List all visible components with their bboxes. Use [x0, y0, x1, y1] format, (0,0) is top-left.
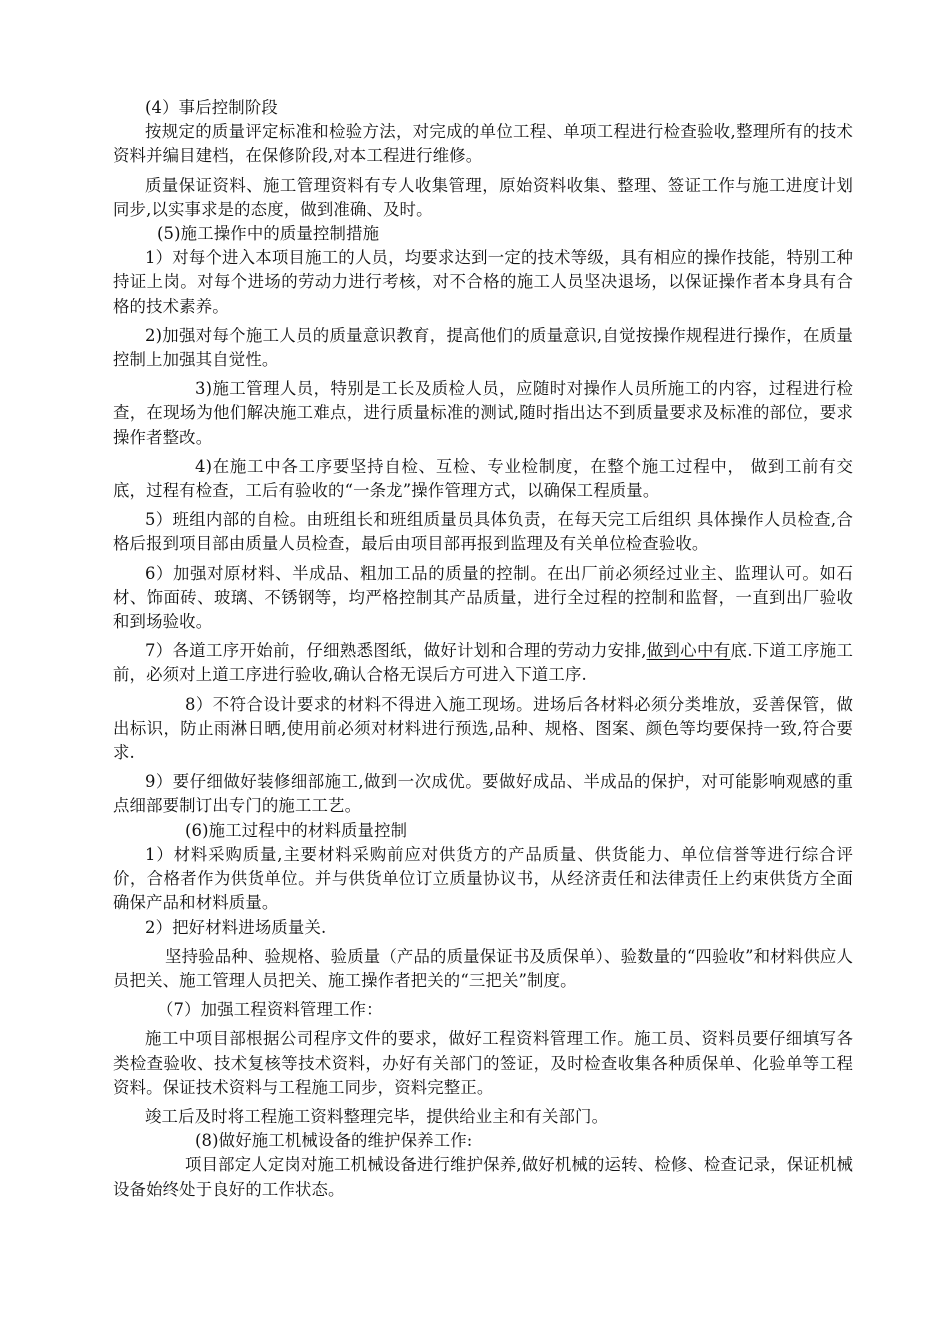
paragraph: 1）材料采购质量,主要材料采购前应对供货方的产品质量、供货能力、单位信誉等进行综合评价，合格者作为供货单位。并与供货单位订立质量协议书，从经济责任和法律责任上约束供货方全面确保产品和材料质量。 — [113, 844, 853, 913]
paragraph: 竣工后及时将工程施工资料整理完毕，提供给业主和有关部门。 — [145, 1106, 609, 1126]
paragraph: 1）对每个进入本项目施工的人员，均要求达到一定的技术等级，具有相应的操作技能，特别工种持证上岗。对每个进场的劳动力进行考核，对不合格的施工人员坚决退场，以保证操作者本身具有合格的技术素养。 — [113, 248, 853, 316]
paragraph: 质量保证资料、施工管理资料有专人收集管理，原始资料收集、整理、签证工作与施工进度计划同步,以实事求是的态度，做到准确、及时。 — [113, 175, 853, 219]
text-run: 底.下道工序施工前，必须对上道工序进行验收,确认合格无误后方可进入下道工序. — [113, 641, 853, 685]
paragraph — [113, 639, 853, 687]
heading-material-quality: (6)施工过程中的材料质量控制 — [185, 820, 408, 840]
paragraph: 8）不符合设计要求的材料不得进入施工现场。进场后各材料必须分类堆放，妥善保管，做出标识，防止雨淋日晒,使用前必须对材料进行预选,品种、规格、图案、颜色等均要保持一致,符合要求. — [113, 694, 853, 763]
paragraph: 3)施工管理人员，特别是工长及质检人员，应随时对操作人员所施工的内容，过程进行检查，在现场为他们解决施工难点，进行质量标准的测试,随时指出达不到质量要求及标准的部位，要求操作者整改。 — [113, 379, 853, 447]
paragraph: 5）班组内部的自检。由班组长和班组质量员具体负责，在每天完工后组织 具体操作人员检查,合格后报到项目部由质量人员检查，最后由项目部再报到监理及有关单位检查验收。 — [113, 510, 853, 554]
underlined-text: 做到心中有 — [646, 641, 731, 661]
heading-records-management: （7）加强工程资料管理工作： — [157, 1000, 383, 1020]
paragraph: 2）把好材料进场质量关. — [145, 917, 327, 937]
paragraph: 4)在施工中各工序要坚持自检、互检、专业检制度，在整个施工过程中， 做到工前有交底，过程有检查，工后有验收的“一条龙”操作管理方式，以确保工程质量。 — [113, 456, 853, 501]
paragraph: 坚持验品种、验规格、验质量（产品的质量保证书及质保单）、验数量的“四验收”和材料供应人员把关、施工管理人员把关、施工操作者把关的“三把关”制度。 — [113, 946, 853, 990]
document-page — [113, 96, 853, 1202]
paragraph: 2)加强对每个施工人员的质量意识教育，提高他们的质量意识,自觉按操作规程进行操作，在质量控制上加强其自觉性。 — [113, 325, 853, 370]
text-run: 7）各道工序开始前，仔细熟悉图纸，做好计划和合理的劳动力安排, — [145, 641, 647, 661]
paragraph: 6）加强对原材料、半成品、粗加工品的质量的控制。在出厂前必须经过业主、监理认可。如石材、饰面砖、玻璃、不锈钢等，均严格控制其产品质量，进行全过程的控制和监督，一直到出厂验收和到场验收。 — [113, 563, 853, 632]
paragraph: 项目部定人定岗对施工机械设备进行维护保养,做好机械的运转、检修、检查记录，保证机械设备始终处于良好的工作状态。 — [113, 1155, 853, 1199]
heading-equipment-maintenance: (8)做好施工机械设备的维护保养工作: — [195, 1131, 473, 1151]
paragraph: 9）要仔细做好装修细部施工,做到一次成优。要做好成品、半成品的保护，对可能影响观感的重点细部要制订出专门的施工工艺。 — [113, 772, 853, 816]
heading-post-control: (4）事后控制阶段 — [145, 98, 278, 117]
paragraph: 按规定的质量评定标准和检验方法，对完成的单位工程、单项工程进行检查验收,整理所有的技术资料并编目建档，在保修阶段,对本工程进行维修。 — [113, 122, 853, 166]
heading-operation-quality: (5)施工操作中的质量控制措施 — [157, 224, 380, 244]
paragraph: 施工中项目部根据公司程序文件的要求，做好工程资料管理工作。施工员、资料员要仔细填写各类检查验收、技术复核等技术资料，办好有关部门的签证，及时检查收集各种质保单、化验单等工程资料。保证技术资料与工程施工同步，资料完整正。 — [113, 1029, 853, 1097]
